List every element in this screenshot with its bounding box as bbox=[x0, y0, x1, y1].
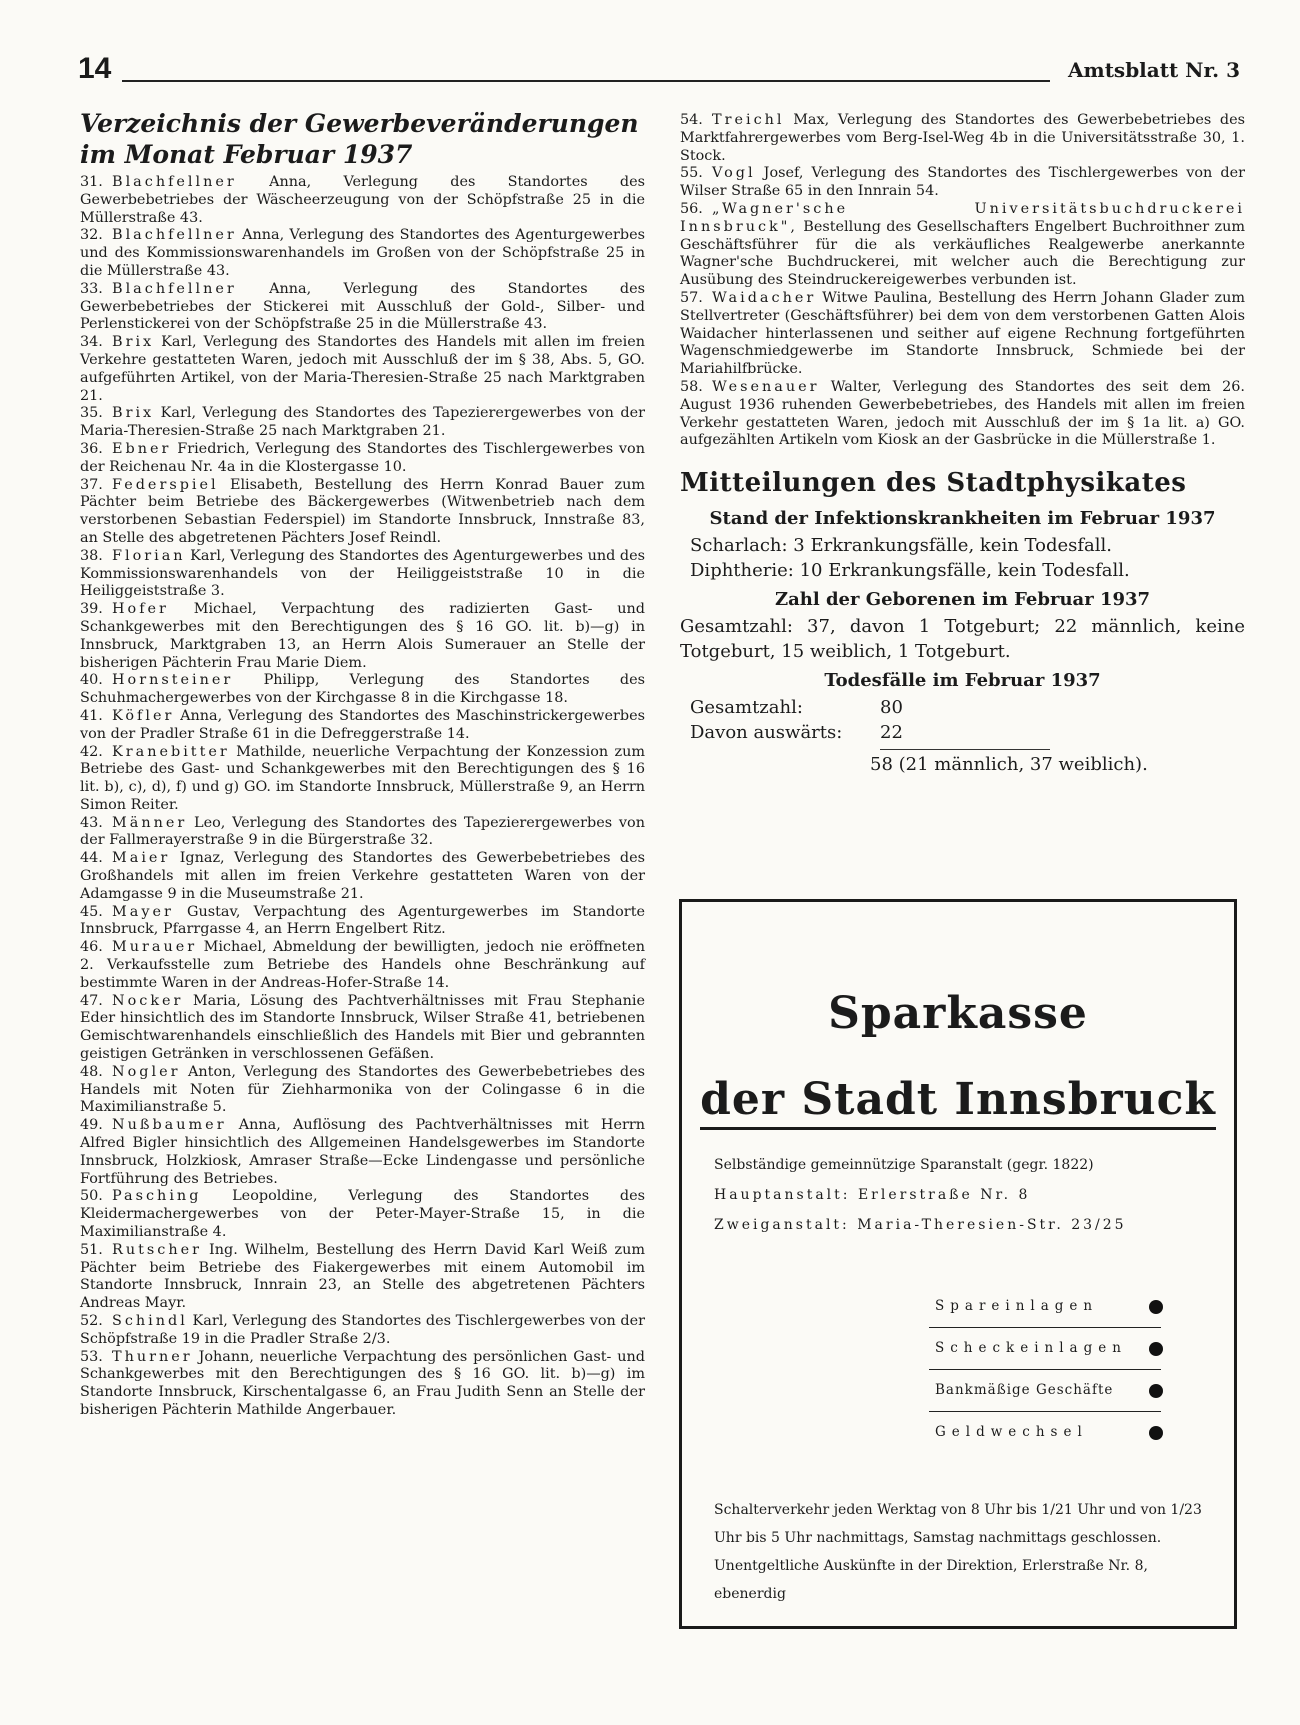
ad-services bbox=[929, 1286, 1161, 1453]
entry-item bbox=[80, 708, 645, 744]
entry-number: 49. bbox=[80, 1117, 103, 1134]
entry-name: Rutscher bbox=[112, 1241, 202, 1258]
entry-text: Anna, Verlegung des Standortes des Maschinstrickergewerbes von der Pradler Straße 61 in die Defreggerstraße 14. bbox=[80, 707, 645, 742]
entry-item bbox=[680, 379, 1245, 450]
entry-text: Mathilde, neuerliche Verpachtung der Konzession zum Betriebe des Gast- und Schankgewerbes mit den Berechtigungen des § 16 lit. b), c), d), f) und g) GO. im Standorte Innsbruck, Müllerstraße 9, an Herrn Simon Reiter. bbox=[80, 743, 645, 813]
entry-text: Bestellung des Gesellschafters Engelbert Buchroithner zum Geschäftsführer für die als verkäufliches Realgewerbe anerkannte Wagner'sche Buchdruckerei, mit welcher auch die Berechtigung zur Ausübung des Steindruckereigewerbes verbunden ist. bbox=[680, 218, 1245, 289]
entry-item bbox=[80, 1117, 645, 1188]
tod-auswaerts-row bbox=[690, 720, 1245, 745]
entry-item bbox=[680, 112, 1245, 165]
entry-number: 37. bbox=[80, 476, 103, 493]
entry-name: Nogler bbox=[112, 1063, 181, 1080]
entry-text: Philipp, Verlegung des Standortes des Schuhmachergewerbes von der Kirchgasse 8 in die Kirchgasse 18. bbox=[80, 672, 645, 707]
diphtherie-line: Diphtherie: 10 Erkrankungsfälle, kein Todesfall. bbox=[690, 560, 1130, 582]
entry-number: 35. bbox=[80, 405, 103, 422]
entry-item bbox=[80, 334, 645, 405]
tod-summe: 58 (21 männlich, 37 weiblich). bbox=[870, 754, 1148, 776]
entry-item bbox=[80, 850, 645, 903]
entry-text: Karl, Verlegung des Standortes des Handels mit allen im freien Verkehre gestatteten Waren, jedoch mit Ausschluß der im § 38, Abs. 5, GO. aufgeführten Artikel, von der Maria-Theresien-Straße 25 nach Marktgraben 21. bbox=[80, 334, 645, 404]
entry-name: Blachfellner bbox=[112, 174, 237, 190]
entry-number: 33. bbox=[80, 280, 103, 297]
entry-item bbox=[80, 815, 645, 851]
scharlach-line: Scharlach: 3 Erkrankungsfälle, kein Todesfall. bbox=[690, 535, 1113, 557]
service-item bbox=[929, 1412, 1161, 1453]
entry-item bbox=[80, 1188, 645, 1241]
entry-name: Brix bbox=[112, 405, 155, 422]
service-item bbox=[929, 1328, 1161, 1370]
bullet-icon bbox=[1149, 1384, 1163, 1398]
section-title-gewerbe: Verzeichnis der Gewerbeveränderungen im Monat Februar 1937 bbox=[80, 109, 639, 169]
entry-number: 47. bbox=[80, 992, 103, 1009]
entry-number: 31. bbox=[80, 174, 103, 190]
entry-number: 51. bbox=[80, 1241, 103, 1258]
entry-text: Michael, Verpachtung des radizierten Gast- und Schankgewerbes mit den Berechtigungen des § 16 GO. lit. b)—g) in Innsbruck, Marktgraben 13, an Herrn Alois Sumerauer an Stelle der bisherigen Pächterin Frau Marie Diem. bbox=[80, 601, 645, 671]
entry-name: „Wagner'sche Universitätsbuchdruckerei Innsbruck", bbox=[680, 200, 1245, 235]
header-rule bbox=[122, 80, 1050, 82]
entry-name: Köfler bbox=[112, 707, 175, 724]
entry-number: 52. bbox=[80, 1313, 103, 1329]
entry-number: 43. bbox=[80, 814, 103, 831]
entry-item bbox=[80, 601, 645, 672]
entry-text: Anna, Auflösung des Pachtverhältnisses mit Herrn Alfred Bigler hinsichtlich des Allgemeinen Handelsgewerbes im Standorte Innsbruck, Holzkiosk, Amraser Straße—Ecke Lindengasse und persönliche Fortführung des Betriebes. bbox=[80, 1117, 645, 1187]
entry-number: 39. bbox=[80, 601, 103, 618]
entry-item bbox=[80, 1064, 645, 1117]
infektion-title: Stand der Infektionskrankheiten im Februar 1937 bbox=[709, 508, 1216, 530]
entry-number: 32. bbox=[80, 227, 103, 244]
entry-text: Leo, Verlegung des Standortes des Tapezierergewerbes von der Fallmerayerstraße 9 in die Bürgerstraße 32. bbox=[80, 814, 645, 849]
entry-name: Treichl bbox=[712, 112, 785, 128]
entry-item bbox=[80, 174, 645, 227]
tod-auswaerts-value: 22 bbox=[880, 722, 903, 744]
entry-number: 55. bbox=[680, 165, 703, 182]
entry-text: Michael, Abmeldung der bewilligten, jedoch nie eröffneten 2. Verkaufsstelle zum Betriebe des Handels ohne Beschränkung auf bestimmte Waren in der Andreas-Hofer-Straße 14. bbox=[80, 939, 646, 991]
entry-text: Walter, Verlegung des Standortes des seit dem 26. August 1936 ruhenden Gewerbebetriebes, des Handels mit allen im freien Verkehr gestatteten Waren, jedoch mit Ausschluß der im § 1a lit. a) GO. aufgezählten Artikeln vom Kiosk an der Gasbrücke in die Müllerstraße 1. bbox=[680, 378, 1245, 449]
entry-number: 58. bbox=[680, 378, 703, 395]
entry-text: Witwe Paulina, Bestellung des Herrn Johann Glader zum Stellvertreter (Geschäftsführer) bei dem von dem verstorbenen Gatten Alois Waidacher hinterlassenen und seither auf eigene Rechnung fortgeführten Wagenschmiedgewerbe im Standorte Innsbruck, Schmiede bei der Mariahilfbrücke. bbox=[680, 289, 1245, 378]
entry-name: Nußbaumer bbox=[112, 1117, 227, 1134]
entry-name: Waidacher bbox=[712, 289, 817, 306]
entry-number: 41. bbox=[80, 707, 103, 724]
entry-text: Max, Verlegung des Standortes des Gewerbebetriebes des Marktfahrergewerbes vom Berg-Isel-Weg 4b in die Universitätsstraße 30, 1. Stock. bbox=[680, 112, 1245, 164]
entry-name: Mayer bbox=[112, 903, 174, 920]
entry-name: Hornsteiner bbox=[112, 672, 234, 689]
entry-text: Anna, Verlegung des Standortes des Gewerbebetriebes der Wäscheerzeugung von der Schöpfstraße 25 in die Müllerstraße 43. bbox=[80, 174, 645, 226]
entry-number: 48. bbox=[80, 1063, 103, 1080]
service-label: Geldwechsel bbox=[935, 1424, 1088, 1440]
entry-text: Karl, Verlegung des Standortes des Tischlergewerbes von der Schöpfstraße 19 in die Pradler Straße 2/3. bbox=[80, 1313, 646, 1347]
entry-name: Thurner bbox=[112, 1348, 193, 1365]
entry-name: Ebner bbox=[112, 440, 172, 457]
entry-number: 56. bbox=[680, 200, 703, 217]
entry-item bbox=[80, 227, 645, 280]
service-label: Scheckeinlagen bbox=[935, 1340, 1127, 1356]
geborene-title: Zahl der Geborenen im Februar 1937 bbox=[774, 589, 1151, 611]
entry-text: Friedrich, Verlegung des Standortes des Tischlergewerbes von der Reichenau Nr. 4a in die Klostergasse 10. bbox=[80, 440, 645, 475]
ad-hours: Schalterverkehr jeden Werktag von 8 Uhr bis 1/21 Uhr und von 1/23 Uhr bis 5 Uhr nachmittags, Samstag nachmittags geschlossen. Unentgeltliche Auskünfte in der Direktion, Erlerstraße Nr. 8, ebenerdig bbox=[714, 1502, 1202, 1602]
entry-name: Blachfellner bbox=[112, 227, 237, 244]
bullet-icon bbox=[1149, 1342, 1163, 1356]
entry-text: Ing. Wilhelm, Bestellung des Herrn David Karl Weiß zum Pächter beim Betriebe des Fiakergewerbes mit einem Automobil im Standorte Innsbruck, Innrain 23, an Stelle des abgetretenen Pächters Andreas Mayr. bbox=[80, 1241, 645, 1312]
sum-rule bbox=[880, 749, 1050, 750]
entry-name: Hofer bbox=[112, 601, 169, 618]
entry-text: Anton, Verlegung des Standortes des Gewerbebetriebes des Handels mit Noten für Ziehharmonika von der Colingasse 6 in die Maximilianstraße 5. bbox=[80, 1063, 645, 1116]
entry-number: 34. bbox=[80, 334, 103, 351]
entry-name: Federspiel bbox=[112, 476, 219, 493]
page-number: 14 bbox=[78, 52, 112, 85]
entry-name: Murauer bbox=[112, 939, 198, 956]
entry-text: Karl, Verlegung des Standortes des Agenturgewerbes und des Kommissionswarenhandels von der Heiliggeiststraße 10 in die Heiliggeiststraße 3. bbox=[80, 547, 646, 600]
gewerbe-list bbox=[80, 174, 645, 1420]
entry-item bbox=[80, 993, 645, 1064]
entry-name: Vogl bbox=[712, 165, 756, 182]
page-header bbox=[78, 52, 1240, 92]
entry-text: Josef, Verlegung des Standortes des Tischlergewerbes von der Wilser Straße 65 in den Innrain 54. bbox=[680, 165, 1245, 200]
ad-zweiganstalt: Zweiganstalt: Maria-Theresien-Str. 23/25 bbox=[714, 1217, 1127, 1233]
gewerbe-list-continued bbox=[680, 112, 1245, 450]
entry-item bbox=[80, 744, 645, 815]
entry-item bbox=[80, 477, 645, 548]
entry-name: Florian bbox=[112, 547, 186, 564]
entry-name: Wesenauer bbox=[712, 378, 820, 395]
ad-hauptanstalt: Hauptanstalt: Erlerstraße Nr. 8 bbox=[714, 1187, 1031, 1203]
entry-item bbox=[80, 939, 645, 992]
entry-number: 44. bbox=[80, 850, 103, 867]
entry-number: 38. bbox=[80, 547, 103, 564]
left-column bbox=[80, 108, 645, 1420]
entry-text: Anna, Verlegung des Standortes des Agenturgewerbes und des Kommissionswarenhandels im Großen von der Schöpfstraße 25 in die Müllerstraße 43. bbox=[80, 227, 646, 279]
entry-item bbox=[680, 201, 1245, 290]
sparkasse-advertisement bbox=[679, 899, 1237, 1629]
entry-text: Johann, neuerliche Verpachtung des persönlichen Gast- und Schankgewerbes mit den Berechtigungen des § 16 GO. lit. b)—g) im Standorte Innsbruck, Kirschentalgasse 6, an Frau Judith Senn an Stelle der bisherigen Pächterin Mathilde Angerbauer. bbox=[80, 1348, 645, 1418]
entry-item bbox=[80, 441, 645, 477]
bullet-icon bbox=[1149, 1426, 1163, 1440]
tod-auswaerts-label: Davon auswärts: bbox=[690, 722, 843, 744]
entry-text: Elisabeth, Bestellung des Herrn Konrad Bauer zum Pächter beim Betriebe des Bäckergewerbes (Witwenbetrieb nach dem verstorbenen Sebastian Federspiel) im Standorte Innsbruck, Innstraße 83, an Stelle des abgetretenen Pächters Josef Reindl. bbox=[80, 476, 645, 546]
entry-number: 57. bbox=[680, 289, 703, 306]
entry-text: Ignaz, Verlegung des Standortes des Gewerbebetriebes des Großhandels mit allen im freien Verkehre gestatteten Waren von der Adamgasse 9 in die Museumstraße 21. bbox=[80, 850, 645, 902]
entry-name: Schindl bbox=[112, 1313, 188, 1329]
entry-number: 45. bbox=[80, 903, 103, 920]
entry-item bbox=[80, 405, 645, 441]
ad-info bbox=[714, 1150, 1214, 1240]
entry-item bbox=[80, 904, 645, 940]
entry-item bbox=[80, 1242, 645, 1313]
service-item bbox=[929, 1370, 1161, 1412]
entry-item bbox=[80, 281, 645, 334]
entry-name: Männer bbox=[112, 814, 188, 831]
entry-number: 46. bbox=[80, 939, 103, 956]
entry-number: 42. bbox=[80, 743, 103, 760]
service-label: Spareinlagen bbox=[935, 1298, 1099, 1314]
right-column bbox=[680, 112, 1245, 777]
tod-gesamt-label: Gesamtzahl: bbox=[690, 697, 803, 719]
entry-text: Anna, Verlegung des Standortes des Gewerbebetriebes der Stickerei mit Ausschluß der Gold-, Silber- und Perlenstickerei von der Schöpfstraße 25 in die Müllerstraße 43. bbox=[80, 280, 645, 333]
ad-description: Selbständige gemeinnützige Sparanstalt (gegr. 1822) bbox=[714, 1157, 1094, 1173]
service-label: Bankmäßige Geschäfte bbox=[935, 1382, 1114, 1398]
entry-name: Blachfellner bbox=[112, 280, 237, 297]
entry-text: Leopoldine, Verlegung des Standortes des Kleidermachergewerbes von der Peter-Mayer-Straße 15, in die Maximilianstraße 4. bbox=[80, 1188, 645, 1241]
entry-name: Nocker bbox=[112, 992, 184, 1009]
entry-text: Maria, Lösung des Pachtverhältnisses mit Frau Stephanie Eder hinsichtlich des im Standorte Innsbruck, Wilser Straße 41, betriebenen Gemischtwarenhandels einschließlich des Handels mit Bier und gebrannten geistigen Getränken in verschlossenen Gefäßen. bbox=[80, 992, 645, 1063]
tod-gesamt-row bbox=[690, 695, 1245, 720]
entry-number: 54. bbox=[680, 112, 703, 128]
ad-logo-line2-text: der Stadt Innsbruck bbox=[700, 1074, 1216, 1130]
todesfaelle-table bbox=[690, 695, 1245, 777]
entry-name: Brix bbox=[112, 334, 155, 351]
entry-text: Karl, Verlegung des Standortes des Tapezierergewerbes von der Maria-Theresien-Straße 25 nach Marktgraben 21. bbox=[80, 405, 645, 440]
service-item bbox=[929, 1286, 1161, 1328]
issue-title: Amtsblatt Nr. 3 bbox=[1068, 58, 1240, 82]
entry-item bbox=[80, 1349, 645, 1420]
entry-item bbox=[680, 165, 1245, 201]
todesfaelle-title: Todesfälle im Februar 1937 bbox=[824, 670, 1101, 692]
entry-number: 53. bbox=[80, 1348, 103, 1365]
entry-number: 40. bbox=[80, 672, 103, 689]
bullet-icon bbox=[1149, 1300, 1163, 1314]
entry-item bbox=[80, 1313, 645, 1349]
entry-name: Kranebitter bbox=[112, 743, 230, 760]
ad-logo-line2 bbox=[682, 1074, 1234, 1125]
entry-name: Maier bbox=[112, 850, 171, 867]
tod-gesamt-value: 80 bbox=[880, 697, 903, 719]
entry-item bbox=[680, 290, 1245, 379]
entry-number: 36. bbox=[80, 440, 103, 457]
ad-logo-line1: Sparkasse bbox=[828, 988, 1088, 1039]
entry-number: 50. bbox=[80, 1188, 103, 1205]
entry-item bbox=[80, 672, 645, 708]
section-title-physikat: Mitteilungen des Stadtphysikates bbox=[680, 468, 1187, 499]
entry-name: Pasching bbox=[112, 1188, 202, 1205]
entry-item bbox=[80, 548, 645, 601]
geborene-text: Gesamtzahl: 37, davon 1 Totgeburt; 22 männlich, keine Totgeburt, 15 weiblich, 1 Totgeburt. bbox=[680, 616, 1245, 663]
entry-text: Gustav, Verpachtung des Agenturgewerbes im Standorte Innsbruck, Pfarrgasse 4, an Herrn Engelbert Ritz. bbox=[80, 903, 645, 938]
